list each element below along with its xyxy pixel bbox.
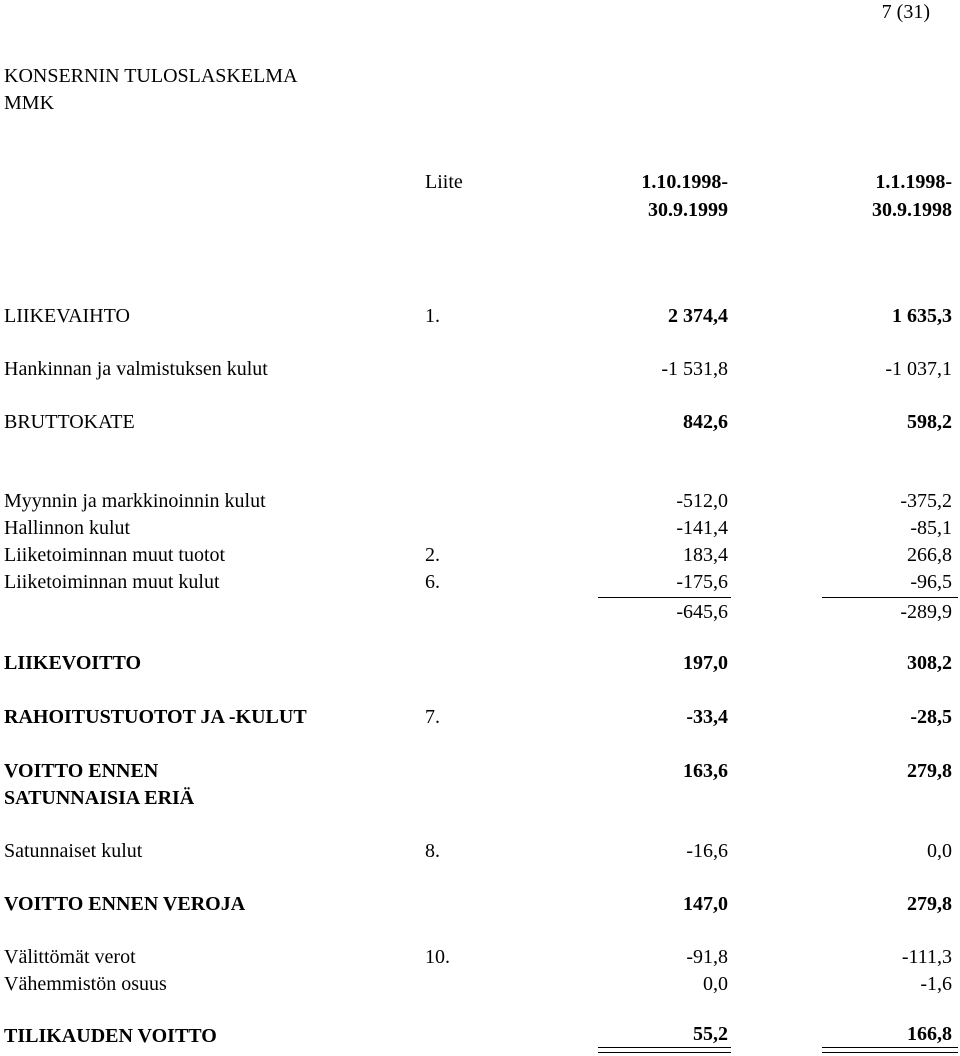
row-vahemmiston-label: Vähemmistön osuus (4, 973, 167, 995)
note-column-header: Liite (425, 171, 463, 193)
row-voitto-ennen-veroja-value-1: 147,0 (683, 893, 728, 915)
row-valittomat-verot-value-1: -91,8 (686, 946, 728, 968)
row-liikevaihto-value-1: 2 374,4 (668, 305, 728, 327)
row-hankinnan-label: Hankinnan ja valmistuksen kulut (4, 358, 268, 380)
row-muut-kulut-value-1: -175,6 (676, 571, 728, 593)
statement-title: KONSERNIN TULOSLASKELMA (4, 65, 298, 87)
row-liikevoitto-value-2: 308,2 (907, 652, 952, 674)
row-vahemmiston-value-1: 0,0 (703, 973, 728, 995)
subtotal-rule-2 (822, 597, 958, 598)
row-liikevoitto-label: LIIKEVOITTO (4, 652, 142, 674)
row-rahoitus-label: RAHOITUSTUOTOT JA -KULUT (4, 706, 307, 728)
row-hankinnan-value-1: -1 531,8 (661, 358, 728, 380)
row-satunnaiset-label: Satunnaiset kulut (4, 840, 143, 862)
row-bruttokate-label: BRUTTOKATE (4, 411, 135, 433)
row-rahoitus-note: 7. (425, 706, 440, 728)
row-liikevaihto-label: LIIKEVAIHTO (4, 305, 130, 327)
row-muut-kulut-note: 6. (425, 571, 440, 593)
period2-header-line2: 30.9.1998 (872, 199, 952, 221)
row-vahemmiston-value-2: -1,6 (920, 973, 952, 995)
row-myynnin-value-2: -375,2 (900, 490, 952, 512)
row-rahoitus-value-2: -28,5 (910, 706, 952, 728)
row-muut-tuotot-value-2: 266,8 (907, 544, 952, 566)
period1-header-line2: 30.9.1999 (648, 199, 728, 221)
row-bruttokate-value-2: 598,2 (907, 411, 952, 433)
row-liikevaihto-note: 1. (425, 305, 440, 327)
period1-header-line1: 1.10.1998- (641, 171, 728, 193)
row-satunnaiset-note: 8. (425, 840, 440, 862)
row-hallinnon-value-2: -85,1 (910, 517, 952, 539)
page-number: 7 (31) (881, 1, 930, 23)
row-liikevoitto-value-1: 197,0 (683, 652, 728, 674)
row-muut-kulut-label: Liiketoiminnan muut kulut (4, 571, 220, 593)
row-myynnin-label: Myynnin ja markkinoinnin kulut (4, 490, 266, 512)
row-muut-tuotot-label: Liiketoiminnan muut tuotot (4, 544, 226, 566)
row-hallinnon-value-1: -141,4 (676, 517, 728, 539)
row-voitto-ennen-satunnaisia-label-2: SATUNNAISIA ERIÄ (4, 787, 195, 809)
row-bruttokate-value-1: 842,6 (683, 411, 728, 433)
row-voitto-ennen-satunnaisia-label: VOITTO ENNEN (4, 760, 159, 782)
row-valittomat-verot-label: Välittömät verot (4, 946, 136, 968)
row-rahoitus-value-1: -33,4 (686, 706, 728, 728)
row-valittomat-verot-value-2: -111,3 (901, 946, 952, 968)
row-liikevaihto-value-2: 1 635,3 (892, 305, 952, 327)
row-satunnaiset-value-2: 0,0 (927, 840, 952, 862)
row-muut-tuotot-value-1: 183,4 (683, 544, 728, 566)
statement-unit: MMK (4, 92, 55, 114)
row-hallinnon-label: Hallinnon kulut (4, 517, 131, 539)
row-voitto-ennen-veroja-label: VOITTO ENNEN VEROJA (4, 893, 246, 915)
total-double-rule-1 (598, 1047, 731, 1053)
period2-header-line1: 1.1.1998- (875, 171, 952, 193)
subtotal-rule-1 (598, 597, 731, 598)
row-muut-kulut-value-2: -96,5 (910, 571, 952, 593)
row-tilikauden-voitto-value-1: 55,2 (693, 1023, 728, 1045)
row-voitto-ennen-veroja-value-2: 279,8 (907, 893, 952, 915)
row-voitto-ennen-satunnaisia-value-2: 279,8 (907, 760, 952, 782)
row-muut-tuotot-note: 2. (425, 544, 440, 566)
row-subtotal-value-1: -645,6 (676, 601, 728, 623)
row-tilikauden-voitto-label: TILIKAUDEN VOITTO (4, 1025, 217, 1047)
row-voitto-ennen-satunnaisia-value-1: 163,6 (683, 760, 728, 782)
row-hankinnan-value-2: -1 037,1 (885, 358, 952, 380)
total-double-rule-2 (822, 1047, 958, 1053)
row-valittomat-verot-note: 10. (425, 946, 450, 968)
row-tilikauden-voitto-value-2: 166,8 (907, 1023, 952, 1045)
row-myynnin-value-1: -512,0 (676, 490, 728, 512)
row-satunnaiset-value-1: -16,6 (686, 840, 728, 862)
row-subtotal-value-2: -289,9 (900, 601, 952, 623)
